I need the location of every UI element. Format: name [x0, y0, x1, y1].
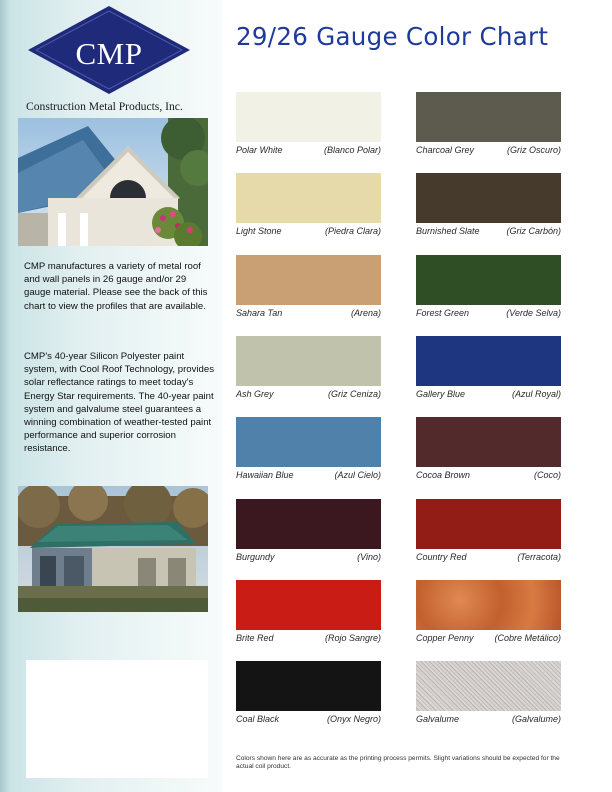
swatch-galvalume — [416, 661, 561, 711]
swatch-spanish-label-ash-grey: (Griz Ceniza) — [327, 389, 381, 399]
intro-paragraph-1: CMP manufactures a variety of metal roof and wall panels in 26 gauge and/or 29 gauge material. Please see the back of this chart to view the profiles that are available. — [24, 261, 208, 312]
company-name: Construction Metal Products, Inc. — [26, 100, 183, 113]
swatch-coal-black — [236, 661, 381, 711]
swatch-copper-penny — [416, 580, 561, 630]
page-title: 29/26 Gauge Color Chart — [236, 22, 549, 51]
swatch-burnished-slate — [416, 173, 561, 223]
logo-text: CMP — [75, 36, 143, 71]
house-photo — [18, 118, 208, 246]
swatch-label-copper-penny: Copper Penny — [416, 633, 474, 643]
swatch-sahara-tan — [236, 255, 381, 305]
cmp-logo — [26, 4, 192, 96]
swatch-cocoa-brown — [416, 417, 561, 467]
swatch-spanish-label-hawaiian-blue: (Azul Cielo) — [334, 470, 381, 480]
swatch-spanish-label-polar-white: (Blanco Polar) — [323, 145, 381, 155]
swatch-label-country-red: Country Red — [416, 552, 467, 562]
swatch-spanish-label-sahara-tan: (Arena) — [350, 308, 381, 318]
swatch-label-light-stone: Light Stone — [236, 226, 282, 236]
swatch-burgundy — [236, 499, 381, 549]
swatch-label-charcoal-grey: Charcoal Grey — [416, 145, 475, 155]
swatch-country-red — [416, 499, 561, 549]
swatch-label-burnished-slate: Burnished Slate — [416, 226, 480, 236]
swatch-spanish-label-brite-red: (Rojo Sangre) — [324, 633, 381, 643]
blank-panel — [26, 660, 208, 778]
swatch-spanish-label-copper-penny: (Cobre Metálico) — [494, 633, 561, 643]
swatch-label-ash-grey: Ash Grey — [236, 389, 274, 399]
swatch-brite-red — [236, 580, 381, 630]
swatch-spanish-label-burnished-slate: (Griz Carbón) — [506, 226, 561, 236]
swatch-label-galvalume: Galvalume — [416, 714, 460, 724]
disclaimer: Colors shown here are as accurate as the printing process permits. Slight variations should be expected for the actual coil product. — [236, 755, 560, 771]
swatch-label-gallery-blue: Gallery Blue — [416, 389, 466, 399]
swatch-label-coal-black: Coal Black — [236, 714, 280, 724]
swatch-label-burgundy: Burgundy — [236, 552, 275, 562]
swatch-spanish-label-burgundy: (Vino) — [357, 552, 381, 562]
swatch-spanish-label-coal-black: (Onyx Negro) — [326, 714, 381, 724]
swatch-light-stone — [236, 173, 381, 223]
swatch-spanish-label-charcoal-grey: (Griz Oscuro) — [507, 145, 561, 155]
swatch-spanish-label-cocoa-brown: (Coco) — [533, 470, 561, 480]
swatch-label-cocoa-brown: Cocoa Brown — [416, 470, 471, 480]
swatch-label-polar-white: Polar White — [236, 145, 283, 155]
barn-photo — [18, 486, 208, 612]
swatch-hawaiian-blue — [236, 417, 381, 467]
swatch-spanish-label-galvalume: (Galvalume) — [511, 714, 561, 724]
swatch-gallery-blue — [416, 336, 561, 386]
swatch-polar-white — [236, 92, 381, 142]
swatch-charcoal-grey — [416, 92, 561, 142]
swatch-spanish-label-gallery-blue: (Azul Royal) — [511, 389, 561, 399]
sidebar — [0, 0, 222, 792]
swatch-spanish-label-forest-green: (Verde Selva) — [506, 308, 561, 318]
swatch-label-forest-green: Forest Green — [416, 308, 470, 318]
intro-paragraph-2: CMP's 40-year Silicon Polyester paint system, with Cool Roof Technology, provides solar reflectance ratings to meet today's Energy Star requirements. The 40-year paint system and galvalume steel guarantees a winning combination of weather-tested paint performance and superior corrosion resistance. — [24, 351, 215, 455]
swatch-ash-grey — [236, 336, 381, 386]
swatch-label-hawaiian-blue: Hawaiian Blue — [236, 470, 294, 480]
swatch-spanish-label-light-stone: (Piedra Clara) — [324, 226, 381, 236]
swatch-label-sahara-tan: Sahara Tan — [236, 308, 283, 318]
swatch-label-brite-red: Brite Red — [236, 633, 274, 643]
swatch-spanish-label-country-red: (Terracota) — [517, 552, 561, 562]
swatch-forest-green — [416, 255, 561, 305]
